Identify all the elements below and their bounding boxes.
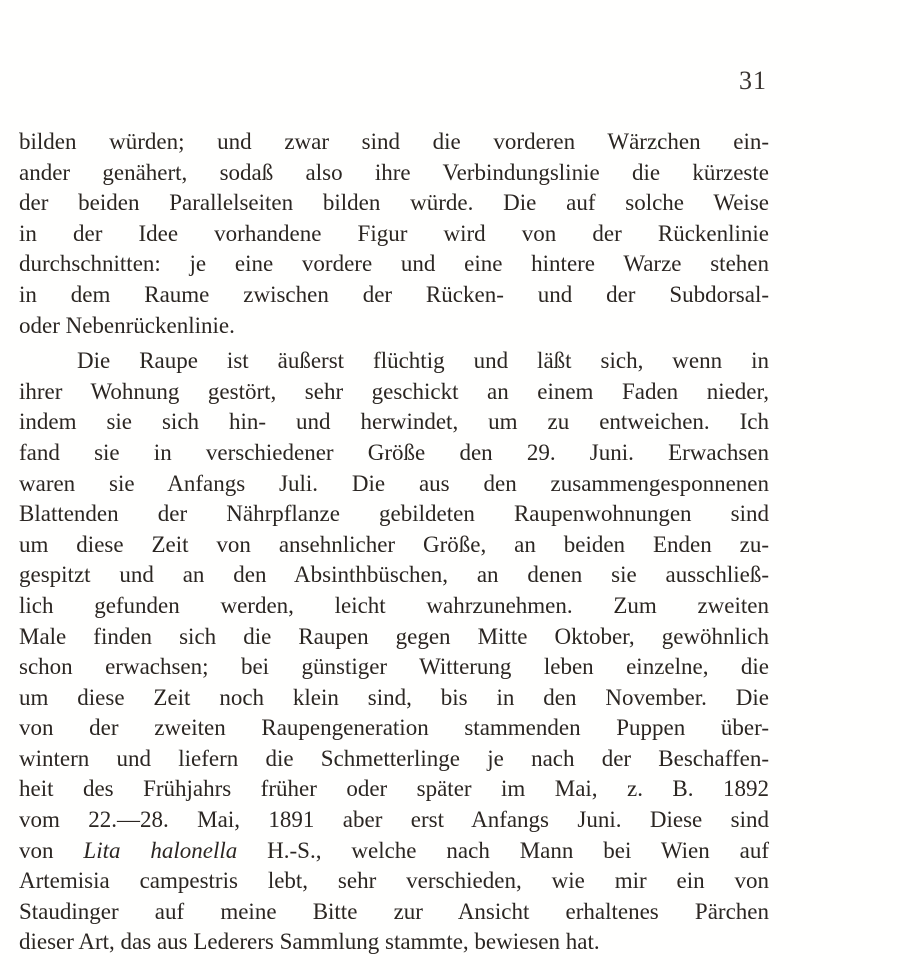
text-line: fand sie in verschiedener Größe den 29. Juni. Erwachsen xyxy=(19,439,769,465)
text-line: vom 22.—28. Mai, 1891 aber erst Anfangs Juni. Diese sind xyxy=(19,807,769,833)
text-line: lich gefunden werden, leicht wahrzunehmen. Zum zweiten xyxy=(19,592,769,618)
text-line: heit des Frühjahrs früher oder später im Mai, z. B. 1892 xyxy=(19,776,769,802)
text-line: in dem Raume zwischen der Rücken- und der Subdorsal- xyxy=(19,281,769,307)
text-line: in der Idee vorhandene Figur wird von der Rückenlinie xyxy=(19,220,769,246)
text-line: bilden würden; und zwar sind die vorderen Wärzchen ein- xyxy=(19,129,769,154)
text-line: wintern und liefern die Schmetterlinge je nach der Beschaffen- xyxy=(19,745,769,771)
text-line: Blattenden der Nährpflanze gebildeten Raupenwohnungen sind xyxy=(19,501,769,527)
text-line: gespitzt und an den Absinthbüschen, an denen sie ausschließ- xyxy=(19,562,769,588)
text-fragment: H.-S., welche nach Mann bei Wien auf xyxy=(237,837,770,863)
text-line: indem sie sich hin- und herwindet, um zu entweichen. Ich xyxy=(19,409,769,435)
text-line: waren sie Anfangs Juli. Die aus den zusammengesponnenen xyxy=(19,470,769,496)
species-name-italic: Lita halonella xyxy=(83,837,238,863)
text-fragment: von xyxy=(19,837,84,863)
body-text xyxy=(19,127,769,958)
text-line: um diese Zeit von ansehnlicher Größe, an beiden Enden zu- xyxy=(19,531,769,557)
text-line: oder Nebenrückenlinie. xyxy=(19,312,235,338)
text-line: Male finden sich die Raupen gegen Mitte Oktober, gewöhnlich xyxy=(19,623,769,649)
text-line: ander genähert, sodaß also ihre Verbindungslinie die kürzeste xyxy=(19,159,769,185)
text-line: der beiden Parallelseiten bilden würde. Die auf solche Weise xyxy=(19,190,769,216)
page-number: 31 xyxy=(739,66,767,95)
text-line: Die Raupe ist äußerst flüchtig und läßt sich, wenn in xyxy=(77,348,769,374)
text-line: von der zweiten Raupengeneration stammenden Puppen über- xyxy=(19,715,769,741)
text-line: ihrer Wohnung gestört, sehr geschickt an einem Faden nieder, xyxy=(19,378,769,404)
text-line: durchschnitten: je eine vordere und eine hintere Warze stehen xyxy=(19,251,769,277)
text-line: dieser Art, das aus Lederers Sammlung stammte, bewiesen hat. xyxy=(19,929,600,955)
paragraph-1 xyxy=(19,127,769,341)
text-line: Staudinger auf meine Bitte zur Ansicht erhaltenes Pärchen xyxy=(19,898,769,924)
text-line: schon erwachsen; bei günstiger Witterung leben einzelne, die xyxy=(19,654,769,680)
text-line: Artemisia campestris lebt, sehr verschieden, wie mir ein von xyxy=(19,868,769,894)
paragraph-2 xyxy=(19,346,769,958)
text-line: um diese Zeit noch klein sind, bis in den November. Die xyxy=(19,684,769,710)
text-line-with-species-name xyxy=(19,836,769,867)
